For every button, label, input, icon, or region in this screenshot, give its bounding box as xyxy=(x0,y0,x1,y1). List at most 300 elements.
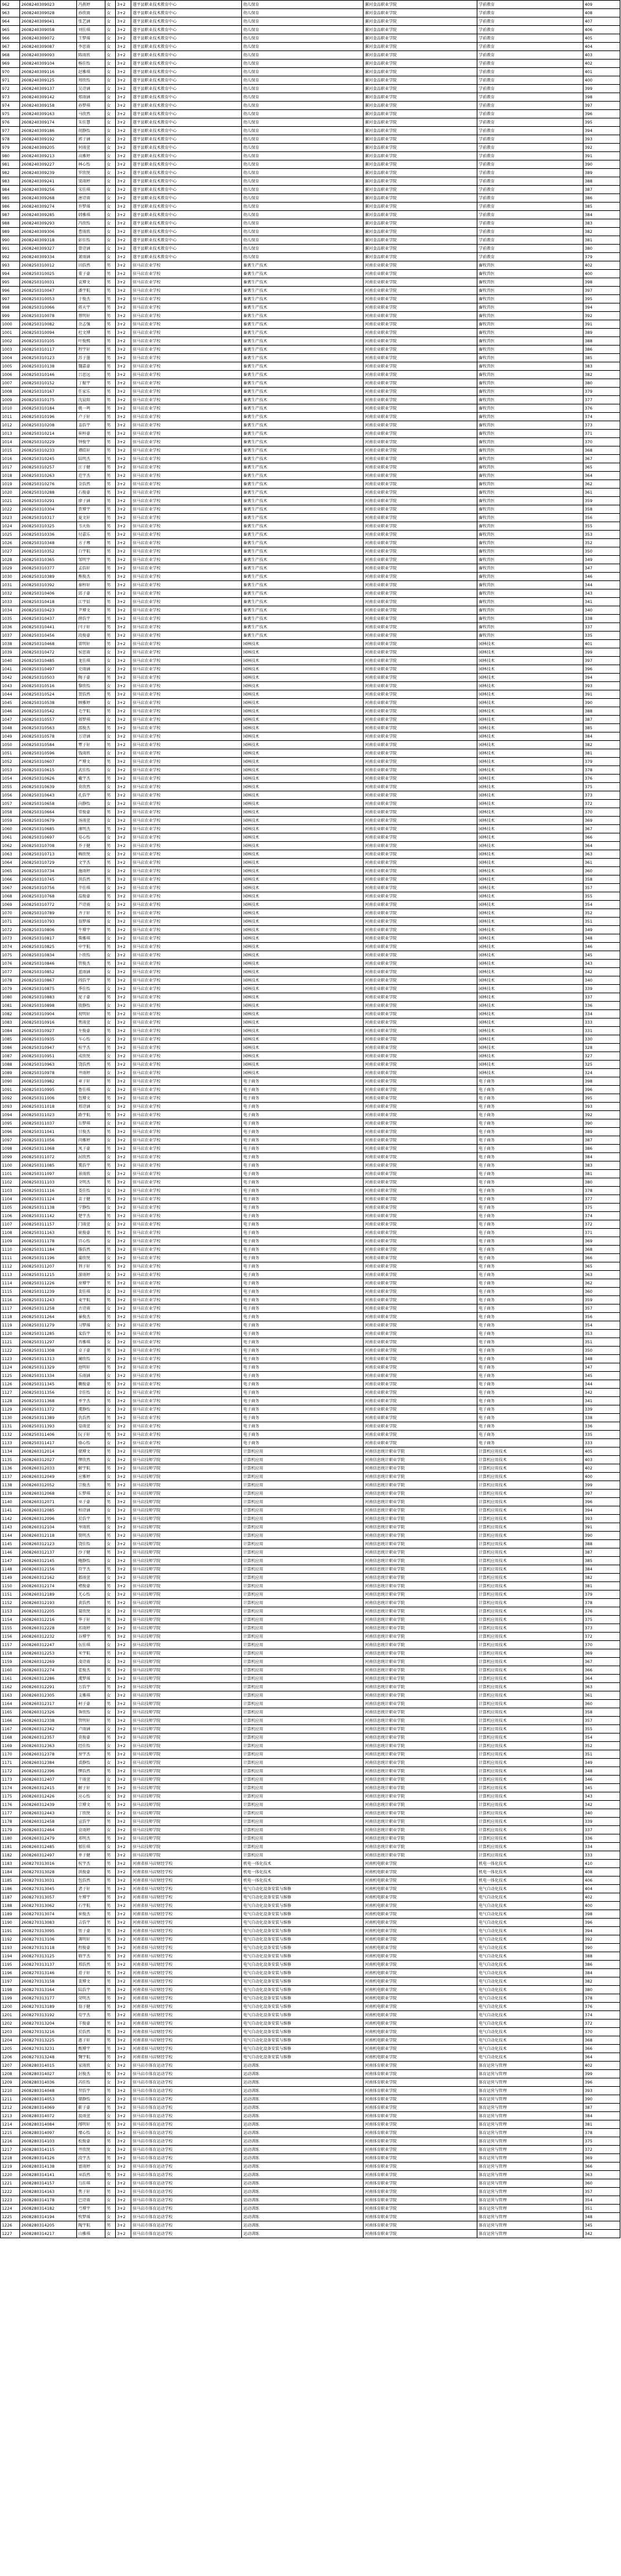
secondary-school-cell: 河南省驻马店财经学校 xyxy=(131,1877,242,1885)
student-name-cell: 屈欣然 xyxy=(77,1153,105,1161)
secondary-major-cell: 园林技术 xyxy=(242,817,364,825)
student-name-cell: 蔡明轩 xyxy=(77,312,105,320)
gender-cell: 女 xyxy=(105,110,116,118)
table-row xyxy=(1,1288,620,1296)
serial-cell: 1041 xyxy=(1,665,20,674)
serial-cell: 1225 xyxy=(1,2213,20,2221)
student-name-cell: 饶浩然 xyxy=(77,1061,105,1069)
secondary-school-cell: 驻马店技师学院 xyxy=(131,1683,242,1691)
college-cell: 河南农业职业学院 xyxy=(364,278,477,287)
exam-number-cell: 2608250311389 xyxy=(20,1414,77,1422)
college-cell: 河南农业职业学院 xyxy=(364,547,477,556)
serial-cell: 1187 xyxy=(1,1893,20,1902)
gender-cell: 男 xyxy=(105,1380,116,1389)
student-name-cell: 解子轩 xyxy=(77,1784,105,1792)
table-row xyxy=(1,783,620,791)
college-major-cell: 计算机应用技术 xyxy=(477,1473,583,1481)
table-row xyxy=(1,699,620,707)
exam-number-cell: 2608250310229 xyxy=(20,438,77,446)
serial-cell: 1197 xyxy=(1,1977,20,1986)
exam-number-cell: 2608250311285 xyxy=(20,1330,77,1338)
gender-cell: 女 xyxy=(105,1843,116,1851)
score-cell: 389 xyxy=(583,169,620,177)
college-cell: 河南农业职业学院 xyxy=(364,1094,477,1103)
secondary-major-cell: 园林技术 xyxy=(242,842,364,850)
serial-cell: 1178 xyxy=(1,1818,20,1826)
gender-cell: 女 xyxy=(105,1776,116,1784)
college-major-cell: 计算机应用技术 xyxy=(477,1759,583,1767)
student-name-cell: 邢诗涵 xyxy=(77,1103,105,1111)
serial-cell: 1019 xyxy=(1,480,20,489)
serial-cell: 1121 xyxy=(1,1338,20,1347)
table-row xyxy=(1,985,620,993)
secondary-school-cell: 驻马店农业学校 xyxy=(131,749,242,758)
gender-cell: 女 xyxy=(105,152,116,160)
college-cell: 河南农业职业学院 xyxy=(364,1262,477,1271)
serial-cell: 989 xyxy=(1,228,20,236)
score-cell: 325 xyxy=(583,1061,620,1069)
college-major-cell: 园林技术 xyxy=(477,690,583,699)
gender-cell: 女 xyxy=(105,93,116,102)
program-type-cell: 3+2 xyxy=(116,1784,131,1792)
score-cell: 398 xyxy=(583,93,620,102)
secondary-major-cell: 幼儿保育 xyxy=(242,76,364,85)
secondary-school-cell: 驻马店农业学校 xyxy=(131,918,242,926)
secondary-major-cell: 幼儿保育 xyxy=(242,127,364,135)
college-major-cell: 电气自动化技术 xyxy=(477,2011,583,2020)
secondary-major-cell: 园林技术 xyxy=(242,808,364,817)
score-cell: 330 xyxy=(583,1035,620,1044)
secondary-major-cell: 计算机应用 xyxy=(242,1792,364,1801)
serial-cell: 1167 xyxy=(1,1725,20,1734)
program-type-cell: 3+2 xyxy=(116,749,131,758)
college-cell: 河南信息统计职业学院 xyxy=(364,1456,477,1464)
gender-cell: 男 xyxy=(105,1994,116,2003)
table-row xyxy=(1,329,620,337)
score-cell: 342 xyxy=(583,968,620,976)
serial-cell: 1050 xyxy=(1,741,20,749)
secondary-school-cell: 驻马店农业学校 xyxy=(131,573,242,581)
serial-cell: 965 xyxy=(1,26,20,34)
secondary-major-cell: 电气自动化设备安装与维修 xyxy=(242,1935,364,1944)
program-type-cell: 3+2 xyxy=(116,1153,131,1161)
gender-cell: 女 xyxy=(105,194,116,203)
secondary-major-cell: 幼儿保育 xyxy=(242,60,364,68)
secondary-school-cell: 驻马店市体育运动学校 xyxy=(131,2120,242,2129)
secondary-school-cell: 驻马店农业学校 xyxy=(131,1010,242,1018)
serial-cell: 1205 xyxy=(1,2045,20,2053)
program-type-cell: 3+2 xyxy=(116,1725,131,1734)
student-name-cell: 古诗雨 xyxy=(77,1305,105,1313)
program-type-cell: 3+2 xyxy=(116,489,131,497)
secondary-major-cell: 园林技术 xyxy=(242,741,364,749)
college-major-cell: 园林技术 xyxy=(477,1035,583,1044)
secondary-school-cell: 河南省驻马店财经学校 xyxy=(131,2028,242,2036)
secondary-school-cell: 驻马店农业学校 xyxy=(131,1254,242,1262)
program-type-cell: 3+2 xyxy=(116,1919,131,1927)
table-row xyxy=(1,362,620,371)
serial-cell: 1200 xyxy=(1,2003,20,2011)
score-cell: 388 xyxy=(583,337,620,346)
score-cell: 334 xyxy=(583,1010,620,1018)
gender-cell: 男 xyxy=(105,1330,116,1338)
gender-cell: 女 xyxy=(105,1237,116,1246)
program-type-cell: 3+2 xyxy=(116,1767,131,1776)
serial-cell: 1185 xyxy=(1,1877,20,1885)
score-cell: 349 xyxy=(583,926,620,934)
college-cell: 河南体育职业学院 xyxy=(364,2163,477,2171)
table-row xyxy=(1,2120,620,2129)
college-cell: 漯河食品职业学院 xyxy=(364,211,477,219)
serial-cell: 1001 xyxy=(1,329,20,337)
secondary-major-cell: 电子商务 xyxy=(242,1145,364,1153)
score-cell: 408 xyxy=(583,9,620,17)
secondary-major-cell: 计算机应用 xyxy=(242,1624,364,1633)
exam-number-cell: 2608260312305 xyxy=(20,1691,77,1700)
score-cell: 382 xyxy=(583,228,620,236)
program-type-cell: 3+2 xyxy=(116,1237,131,1246)
secondary-major-cell: 园林技术 xyxy=(242,648,364,657)
secondary-school-cell: 驻马店技师学院 xyxy=(131,1708,242,1717)
college-cell: 河南信息统计职业学院 xyxy=(364,1532,477,1540)
college-major-cell: 电子商务 xyxy=(477,1111,583,1119)
college-cell: 河南农业职业学院 xyxy=(364,1397,477,1405)
secondary-school-cell: 驻马店农业学校 xyxy=(131,884,242,892)
score-cell: 378 xyxy=(583,766,620,775)
student-name-cell: 都雨萱 xyxy=(77,1574,105,1582)
secondary-major-cell: 园林技术 xyxy=(242,682,364,690)
serial-cell: 1108 xyxy=(1,1229,20,1237)
table-row xyxy=(1,480,620,489)
program-type-cell: 3+2 xyxy=(116,1969,131,1977)
secondary-major-cell: 运动训练 xyxy=(242,2213,364,2221)
gender-cell: 男 xyxy=(105,1877,116,1885)
gender-cell: 女 xyxy=(105,2129,116,2137)
table-row xyxy=(1,1363,620,1372)
student-name-cell: 谭皓轩 xyxy=(77,446,105,455)
gender-cell: 男 xyxy=(105,1279,116,1288)
exam-number-cell: 2608270313137 xyxy=(20,1961,77,1969)
college-cell: 河南农业职业学院 xyxy=(364,1128,477,1136)
gender-cell: 女 xyxy=(105,1641,116,1649)
college-major-cell: 畜牧兽医 xyxy=(477,446,583,455)
student-name-cell: 沈晨阳 xyxy=(77,396,105,404)
gender-cell: 女 xyxy=(105,2062,116,2070)
secondary-school-cell: 河南省驻马店财经学校 xyxy=(131,1961,242,1969)
table-row xyxy=(1,1237,620,1246)
gender-cell: 男 xyxy=(105,1834,116,1843)
college-major-cell: 电气自动化技术 xyxy=(477,1927,583,1935)
score-cell: 406 xyxy=(583,1877,620,1885)
program-type-cell: 3+2 xyxy=(116,1077,131,1086)
secondary-school-cell: 驻马店农业学校 xyxy=(131,968,242,976)
secondary-major-cell: 畜禽生产技术 xyxy=(242,312,364,320)
program-type-cell: 3+2 xyxy=(116,606,131,615)
college-cell: 河南农业职业学院 xyxy=(364,337,477,346)
serial-cell: 1053 xyxy=(1,766,20,775)
program-type-cell: 3+2 xyxy=(116,1338,131,1347)
college-cell: 河南农业职业学院 xyxy=(364,1355,477,1363)
score-cell: 402 xyxy=(583,2062,620,2070)
program-type-cell: 3+2 xyxy=(116,800,131,808)
secondary-major-cell: 电气自动化设备安装与维修 xyxy=(242,1986,364,1994)
gender-cell: 女 xyxy=(105,732,116,741)
table-row xyxy=(1,1616,620,1624)
gender-cell: 女 xyxy=(105,1035,116,1044)
college-major-cell: 电子商务 xyxy=(477,1439,583,1448)
college-cell: 河南农业职业学院 xyxy=(364,522,477,531)
table-row xyxy=(1,1952,620,1961)
exam-number-cell: 2608280314126 xyxy=(20,2154,77,2163)
gender-cell: 男 xyxy=(105,1599,116,1607)
college-cell: 河南农业职业学院 xyxy=(364,648,477,657)
college-major-cell: 学前教育 xyxy=(477,253,583,261)
secondary-major-cell: 电子商务 xyxy=(242,1204,364,1212)
student-name-cell: 嵇宇杰 xyxy=(77,1952,105,1961)
program-type-cell: 3+2 xyxy=(116,497,131,505)
gender-cell: 男 xyxy=(105,396,116,404)
gender-cell: 女 xyxy=(105,682,116,690)
gender-cell: 女 xyxy=(105,1305,116,1313)
college-cell: 河南信息统计职业学院 xyxy=(364,1801,477,1809)
gender-cell: 女 xyxy=(105,1220,116,1229)
college-major-cell: 电气自动化技术 xyxy=(477,1961,583,1969)
secondary-major-cell: 园林技术 xyxy=(242,850,364,859)
college-major-cell: 体育运营与管理 xyxy=(477,2171,583,2179)
table-row xyxy=(1,918,620,926)
student-name-cell: 范宇杰 xyxy=(77,472,105,480)
college-cell: 河南农业职业学院 xyxy=(364,791,477,800)
student-name-cell: 汪子健 xyxy=(77,463,105,472)
student-name-cell: 赖欣悦 xyxy=(77,850,105,859)
gender-cell: 男 xyxy=(105,497,116,505)
table-row xyxy=(1,421,620,430)
gender-cell: 男 xyxy=(105,1784,116,1792)
college-major-cell: 体育运营与管理 xyxy=(477,2120,583,2129)
secondary-major-cell: 园林技术 xyxy=(242,775,364,783)
exam-number-cell: 2608250310563 xyxy=(20,724,77,732)
exam-number-cell: 2608250311018 xyxy=(20,1103,77,1111)
college-major-cell: 电子商务 xyxy=(477,1279,583,1288)
gender-cell: 男 xyxy=(105,556,116,564)
student-name-cell: 戴宇杰 xyxy=(77,775,105,783)
table-row xyxy=(1,127,620,135)
serial-cell: 1048 xyxy=(1,724,20,732)
table-row xyxy=(1,1624,620,1633)
student-name-cell: 李思雨 xyxy=(77,43,105,51)
gender-cell: 女 xyxy=(105,766,116,775)
student-name-cell: 饶佳怡 xyxy=(77,1540,105,1548)
college-major-cell: 计算机应用技术 xyxy=(477,1649,583,1658)
score-cell: 334 xyxy=(583,1843,620,1851)
program-type-cell: 3+2 xyxy=(116,1145,131,1153)
exam-number-cell: 2608270313095 xyxy=(20,1927,77,1935)
score-cell: 378 xyxy=(583,1994,620,2003)
serial-cell: 1173 xyxy=(1,1776,20,1784)
score-cell: 351 xyxy=(583,2205,620,2213)
college-cell: 河南信息统计职业学院 xyxy=(364,1792,477,1801)
college-major-cell: 园林技术 xyxy=(477,648,583,657)
college-major-cell: 电子商务 xyxy=(477,1103,583,1111)
table-row xyxy=(1,346,620,354)
gender-cell: 女 xyxy=(105,1809,116,1818)
table-row xyxy=(1,1582,620,1591)
secondary-school-cell: 驻马店农业学校 xyxy=(131,1414,242,1422)
college-major-cell: 园林技术 xyxy=(477,934,583,943)
table-row xyxy=(1,522,620,531)
program-type-cell: 3+2 xyxy=(116,1161,131,1170)
gender-cell: 男 xyxy=(105,1801,116,1809)
program-type-cell: 3+2 xyxy=(116,514,131,522)
serial-cell: 1147 xyxy=(1,1557,20,1565)
secondary-school-cell: 驻马店技师学院 xyxy=(131,1498,242,1506)
score-cell: 409 xyxy=(583,1,620,9)
program-type-cell: 3+2 xyxy=(116,1431,131,1439)
student-name-cell: 包博文 xyxy=(77,1094,105,1103)
secondary-major-cell: 园林技术 xyxy=(242,674,364,682)
college-cell: 河南信息统计职业学院 xyxy=(364,1607,477,1616)
gender-cell: 女 xyxy=(105,850,116,859)
secondary-school-cell: 驻马店农业学校 xyxy=(131,505,242,514)
secondary-major-cell: 畜禽生产技术 xyxy=(242,455,364,463)
college-major-cell: 体育运营与管理 xyxy=(477,2230,583,2238)
score-cell: 344 xyxy=(583,581,620,589)
score-cell: 336 xyxy=(583,1834,620,1843)
college-cell: 河南体育职业学院 xyxy=(364,2087,477,2095)
secondary-major-cell: 电子商务 xyxy=(242,1355,364,1363)
secondary-major-cell: 园林技术 xyxy=(242,749,364,758)
score-cell: 373 xyxy=(583,1624,620,1633)
college-cell: 河南体育职业学院 xyxy=(364,2129,477,2137)
student-name-cell: 栾浩宇 xyxy=(77,1330,105,1338)
college-major-cell: 畜牧兽医 xyxy=(477,362,583,371)
serial-cell: 987 xyxy=(1,211,20,219)
gender-cell: 女 xyxy=(105,253,116,261)
gender-cell: 男 xyxy=(105,446,116,455)
program-type-cell: 3+2 xyxy=(116,2154,131,2163)
college-major-cell: 电子商务 xyxy=(477,1355,583,1363)
college-cell: 河南农业职业学院 xyxy=(364,1153,477,1161)
table-row xyxy=(1,489,620,497)
exam-number-cell: 2608240309174 xyxy=(20,118,77,127)
secondary-school-cell: 驻马店农业学校 xyxy=(131,1431,242,1439)
gender-cell: 男 xyxy=(105,455,116,463)
college-cell: 河南农业职业学院 xyxy=(364,1061,477,1069)
score-cell: 364 xyxy=(583,2053,620,2062)
student-name-cell: 袁博文 xyxy=(77,278,105,287)
secondary-major-cell: 运动训练 xyxy=(242,2230,364,2238)
secondary-major-cell: 计算机应用 xyxy=(242,1591,364,1599)
secondary-school-cell: 驻马店农业学校 xyxy=(131,480,242,489)
serial-cell: 1172 xyxy=(1,1767,20,1776)
student-name-cell: 乐雨涵 xyxy=(77,1372,105,1380)
secondary-school-cell: 驻马店农业学校 xyxy=(131,775,242,783)
college-cell: 河南农业职业学院 xyxy=(364,1380,477,1389)
college-major-cell: 计算机应用技术 xyxy=(477,1834,583,1843)
college-major-cell: 园林技术 xyxy=(477,707,583,716)
score-cell: 375 xyxy=(583,783,620,791)
exam-number-cell: 2608250310456 xyxy=(20,632,77,640)
exam-number-cell: 2608250311097 xyxy=(20,1170,77,1178)
college-major-cell: 畜牧兽医 xyxy=(477,438,583,446)
college-cell: 河南机电职业学院 xyxy=(364,1977,477,1986)
secondary-major-cell: 畜禽生产技术 xyxy=(242,514,364,522)
secondary-major-cell: 电子商务 xyxy=(242,1305,364,1313)
college-cell: 河南农业职业学院 xyxy=(364,716,477,724)
program-type-cell: 3+2 xyxy=(116,396,131,404)
program-type-cell: 3+2 xyxy=(116,943,131,951)
secondary-school-cell: 遂平县职业技术教育中心 xyxy=(131,76,242,85)
score-cell: 398 xyxy=(583,1910,620,1919)
exam-number-cell: 2608250310317 xyxy=(20,514,77,522)
student-name-cell: 殷静怡 xyxy=(77,1002,105,1010)
exam-number-cell: 2608250310846 xyxy=(20,960,77,968)
secondary-major-cell: 幼儿保育 xyxy=(242,68,364,76)
program-type-cell: 3+2 xyxy=(116,1986,131,1994)
table-row xyxy=(1,2020,620,2028)
table-row xyxy=(1,1212,620,1220)
gender-cell: 女 xyxy=(105,177,116,186)
program-type-cell: 3+2 xyxy=(116,1548,131,1557)
serial-cell: 1161 xyxy=(1,1675,20,1683)
college-cell: 漯河食品职业学院 xyxy=(364,118,477,127)
secondary-school-cell: 驻马店农业学校 xyxy=(131,446,242,455)
score-cell: 356 xyxy=(583,514,620,522)
score-cell: 407 xyxy=(583,17,620,26)
program-type-cell: 3+2 xyxy=(116,1262,131,1271)
secondary-major-cell: 电子商务 xyxy=(242,1313,364,1321)
table-row xyxy=(1,606,620,615)
table-row xyxy=(1,1002,620,1010)
gender-cell: 男 xyxy=(105,489,116,497)
table-row xyxy=(1,1506,620,1515)
secondary-school-cell: 驻马店市体育运动学校 xyxy=(131,2230,242,2238)
college-major-cell: 园林技术 xyxy=(477,968,583,976)
college-major-cell: 电气自动化技术 xyxy=(477,1902,583,1910)
secondary-school-cell: 驻马店技师学院 xyxy=(131,1532,242,1540)
college-major-cell: 学前教育 xyxy=(477,135,583,144)
college-major-cell: 园林技术 xyxy=(477,909,583,918)
program-type-cell: 3+2 xyxy=(116,1195,131,1204)
serial-cell: 1030 xyxy=(1,573,20,581)
program-type-cell: 3+2 xyxy=(116,1271,131,1279)
exam-number-cell: 2608250310768 xyxy=(20,892,77,901)
college-cell: 河南农业职业学院 xyxy=(364,1018,477,1027)
student-name-cell: 宗俊杰 xyxy=(77,1481,105,1490)
program-type-cell: 3+2 xyxy=(116,2070,131,2078)
score-cell: 392 xyxy=(583,144,620,152)
table-row xyxy=(1,1044,620,1052)
score-cell: 387 xyxy=(583,1136,620,1145)
secondary-major-cell: 电气自动化设备安装与维修 xyxy=(242,1902,364,1910)
college-cell: 河南信息统计职业学院 xyxy=(364,1624,477,1633)
gender-cell: 女 xyxy=(105,118,116,127)
secondary-major-cell: 幼儿保育 xyxy=(242,228,364,236)
gender-cell: 男 xyxy=(105,1750,116,1759)
program-type-cell: 3+2 xyxy=(116,152,131,160)
secondary-major-cell: 畜禽生产技术 xyxy=(242,438,364,446)
serial-cell: 1136 xyxy=(1,1464,20,1473)
score-cell: 391 xyxy=(583,320,620,329)
secondary-school-cell: 驻马店农业学校 xyxy=(131,1212,242,1220)
college-cell: 河南农业职业学院 xyxy=(364,1422,477,1431)
college-cell: 河南信息统计职业学院 xyxy=(364,1826,477,1834)
serial-cell: 1083 xyxy=(1,1018,20,1027)
score-cell: 355 xyxy=(583,892,620,901)
college-cell: 漯河食品职业学院 xyxy=(364,93,477,102)
table-row xyxy=(1,1220,620,1229)
exam-number-cell: 2608250310615 xyxy=(20,766,77,775)
